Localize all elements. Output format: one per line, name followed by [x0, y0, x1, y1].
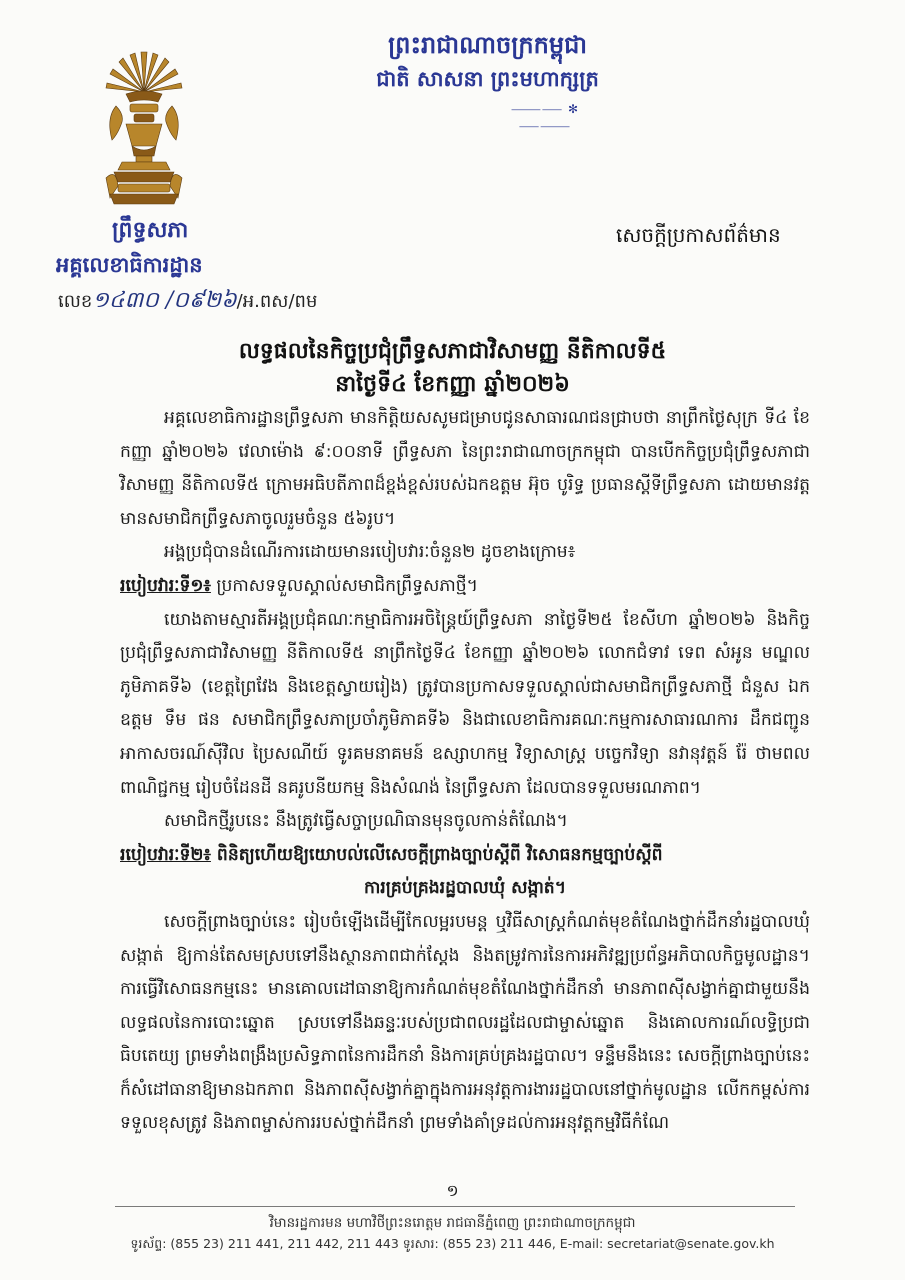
agenda-2-body: សេចក្តីព្រាងច្បាប់នេះ រៀបចំឡើងដើម្បីកែលម្អរបមន្ត ឬវិធីសាស្ត្រកំណត់មុខតំណែងថ្នាក់ដឹកនាំរដ្ឋបាលឃុំ សង្កាត់ ឱ្យកាន់តែសមស្របទៅនឹងស្ថានភាពជាក់ស្តែង និងតម្រូវការនៃការអភិវឌ្ឍប្រព័ន្ធអភិបាលកិច្ចមូលដ្ឋាន។ ការធ្វើវិសោធនកម្មនេះ មានគោលដៅធានាឱ្យការកំណត់មុខតំណែងថ្នាក់ដឹកនាំ មានភាពស៊ីសង្វាក់គ្នាជាមួយនឹងលទ្ធផលនៃការបោះឆ្នោត ស្របទៅនឹងឆន្ទៈរបស់ប្រជាពលរដ្ឋដែលជាម្ចាស់ឆ្នោត និងគោលការណ៍លទ្ធិប្រជាធិបតេយ្យ ព្រមទាំងពង្រឹងប្រសិទ្ធភាពនៃការដឹកនាំ និងការគ្រប់គ្រងរដ្ឋបាល។ ទន្ទឹមនឹងនេះ សេចក្តីព្រាងច្បាប់នេះ ក៏សំដៅធានាឱ្យមានឯកភាព និងភាពស៊ីសង្វាក់គ្នាក្នុងការអនុវត្តការងាររដ្ឋបាលនៅថ្នាក់មូលដ្ឋាន លើកកម្ពស់ការទទួលខុសត្រូវ និងភាពម្ចាស់ការរបស់ថ្នាក់ដឹកនាំ ព្រមទាំងគាំទ្រដល់ការអនុវត្តកម្មវិធីកំណែ — [120, 911, 810, 1134]
agenda-1-body: យោងតាមស្មារតីអង្គប្រជុំគណៈកម្មាធិការអចិន្ត្រៃយ៍ព្រឹទ្ធសភា នាថ្ងៃទី២៥ ខែសីហា ឆ្នាំ២០២៦ និងកិច្ចប្រជុំព្រឹទ្ធសភាជាវិសាមញ្ញ នីតិកាលទី៥ នាព្រឹកថ្ងៃទី៤ ខែកញ្ញា ឆ្នាំ២០២៦ លោកជំទាវ ទេព សំអូន មណ្ឌលភូមិភាគទី៦ (ខេត្តព្រៃវែង និងខេត្តស្វាយរៀង) ត្រូវបានប្រកាសទទួលស្គាល់ជាសមាជិកព្រឹទ្ធសភាថ្មី ជំនួស ឯកឧត្តម ទឹម ផន សមាជិកព្រឹទ្ធសភាប្រចាំភូមិភាគទី៦ និងជាលេខាធិការគណៈកម្មការសាធារណការ ដឹកជញ្ជូន អាកាសចរណ៍ស៊ីវិល ប្រៃសណីយ៍ ទូរគមនាគមន៍ ឧស្សាហកម្ម វិទ្យាសាស្ត្រ បច្ចេកវិទ្យា នវានុវត្តន៍ រ៉ែ ថាមពល ពាណិជ្ជកម្ម រៀបចំដែនដី នគរូបនីយកម្ម និងសំណង់ នៃព្រឹទ្ធសភា ដែលបានទទួលមរណភាព។ — [120, 609, 810, 798]
doc-title-line1: លទ្ធផលនៃកិច្ចប្រជុំព្រឹទ្ធសភាជាវិសាមញ្ញ នីតិកាលទី៥ — [238, 339, 667, 364]
header-divider: ⸻⸺ ✻ ⸺⸻ — [510, 102, 580, 133]
agenda-2-title: ពិនិត្យហើយឱ្យយោបល់លើសេចក្តីព្រាងច្បាប់ស្តីពី វិសោធនកម្មច្បាប់ស្តីពី — [210, 844, 663, 865]
agenda-2-title-cont: ការគ្រប់គ្រងរដ្ឋបាលឃុំ សង្កាត់។ — [363, 878, 567, 899]
agenda-1-title: ប្រកាសទទួលស្គាល់សមាជិកព្រឹទ្ធសភាថ្មី។ — [210, 575, 478, 596]
agenda-1-label: របៀបវារៈទី១៖ — [120, 575, 211, 596]
ref-suffix: /អ.ពស/ពម — [236, 291, 318, 312]
kingdom-title: ព្រះរាជាណាចក្រកម្ពុជា — [388, 31, 587, 59]
agenda-item-1 — [120, 570, 810, 604]
footer-contact: ទូរស័ព្ទ: (855 23) 211 441, 211 442, 211 443 ទូរសារ: (855 23) 211 446, E-mail: secretariat@senate.gov.kh — [130, 1236, 775, 1251]
reference-number — [58, 286, 317, 318]
intro-paragraph: អគ្គលេខាធិការដ្ឋានព្រឹទ្ធសភា មានកិត្តិយសសូមជម្រាបជូនសាធារណជនជ្រាបថា នាព្រឹកថ្ងៃសុក្រ ទី៤ ខែកញ្ញា ឆ្នាំ២០២៦ វេលាម៉ោង ៩:០០នាទី ព្រឹទ្ធសភា នៃព្រះរាជាណាចក្រកម្ពុជា បានបើកកិច្ចប្រជុំព្រឹទ្ធសភាជាវិសាមញ្ញ នីតិកាលទី៥ ក្រោមអធិបតីភាពដ៏ខ្ពង់ខ្ពស់របស់ឯកឧត្តម អ៊ុច បូរិទ្ធ ប្រធានស្តីទីព្រឹទ្ធសភា ដោយមានវត្តមានសមាជិកព្រឹទ្ធសភាចូលរួមចំនួន ៥៦រូប។ — [120, 408, 810, 529]
national-motto: ជាតិ សាសនា ព្រះមហាក្សត្រ — [376, 67, 599, 91]
page-number: ១ — [446, 1181, 459, 1200]
oath-paragraph: សមាជិកថ្មីរូបនេះ នឹងត្រូវធ្វើសច្ចាប្រណិធានមុនចូលកាន់តំណែង។ — [164, 811, 568, 832]
issuer-dept: អគ្គលេខាធិការដ្ឋាន — [56, 253, 203, 277]
document-body — [120, 402, 810, 1141]
proceeded-paragraph: អង្គប្រជុំបានដំណើរការដោយមានរបៀបវារៈចំនួន២ ដូចខាងក្រោម៖ — [164, 542, 576, 563]
issuer-org: ព្រឹទ្ធសភា — [112, 218, 189, 243]
document-type: សេចក្តីប្រកាសព័ត៌មាន — [616, 223, 781, 247]
footer-address: វិមានរដ្ឋការមន មហាវិថីព្រះនរោត្តម រាជធានីភ្នំពេញ ព្រះរាជាណាចក្រកម្ពុជា — [269, 1215, 636, 1231]
footer-divider — [115, 1206, 795, 1207]
agenda-2-label: របៀបវារៈទី២៖ — [120, 844, 211, 865]
agenda-item-2 — [120, 839, 810, 873]
ref-prefix: លេខ — [58, 291, 93, 312]
doc-title-line2: នាថ្ងៃទី៤ ខែកញ្ញា ឆ្នាំ២០២៦ — [335, 372, 570, 397]
ref-handwritten: ១៤៣០ /០៩២៦ — [92, 288, 237, 313]
